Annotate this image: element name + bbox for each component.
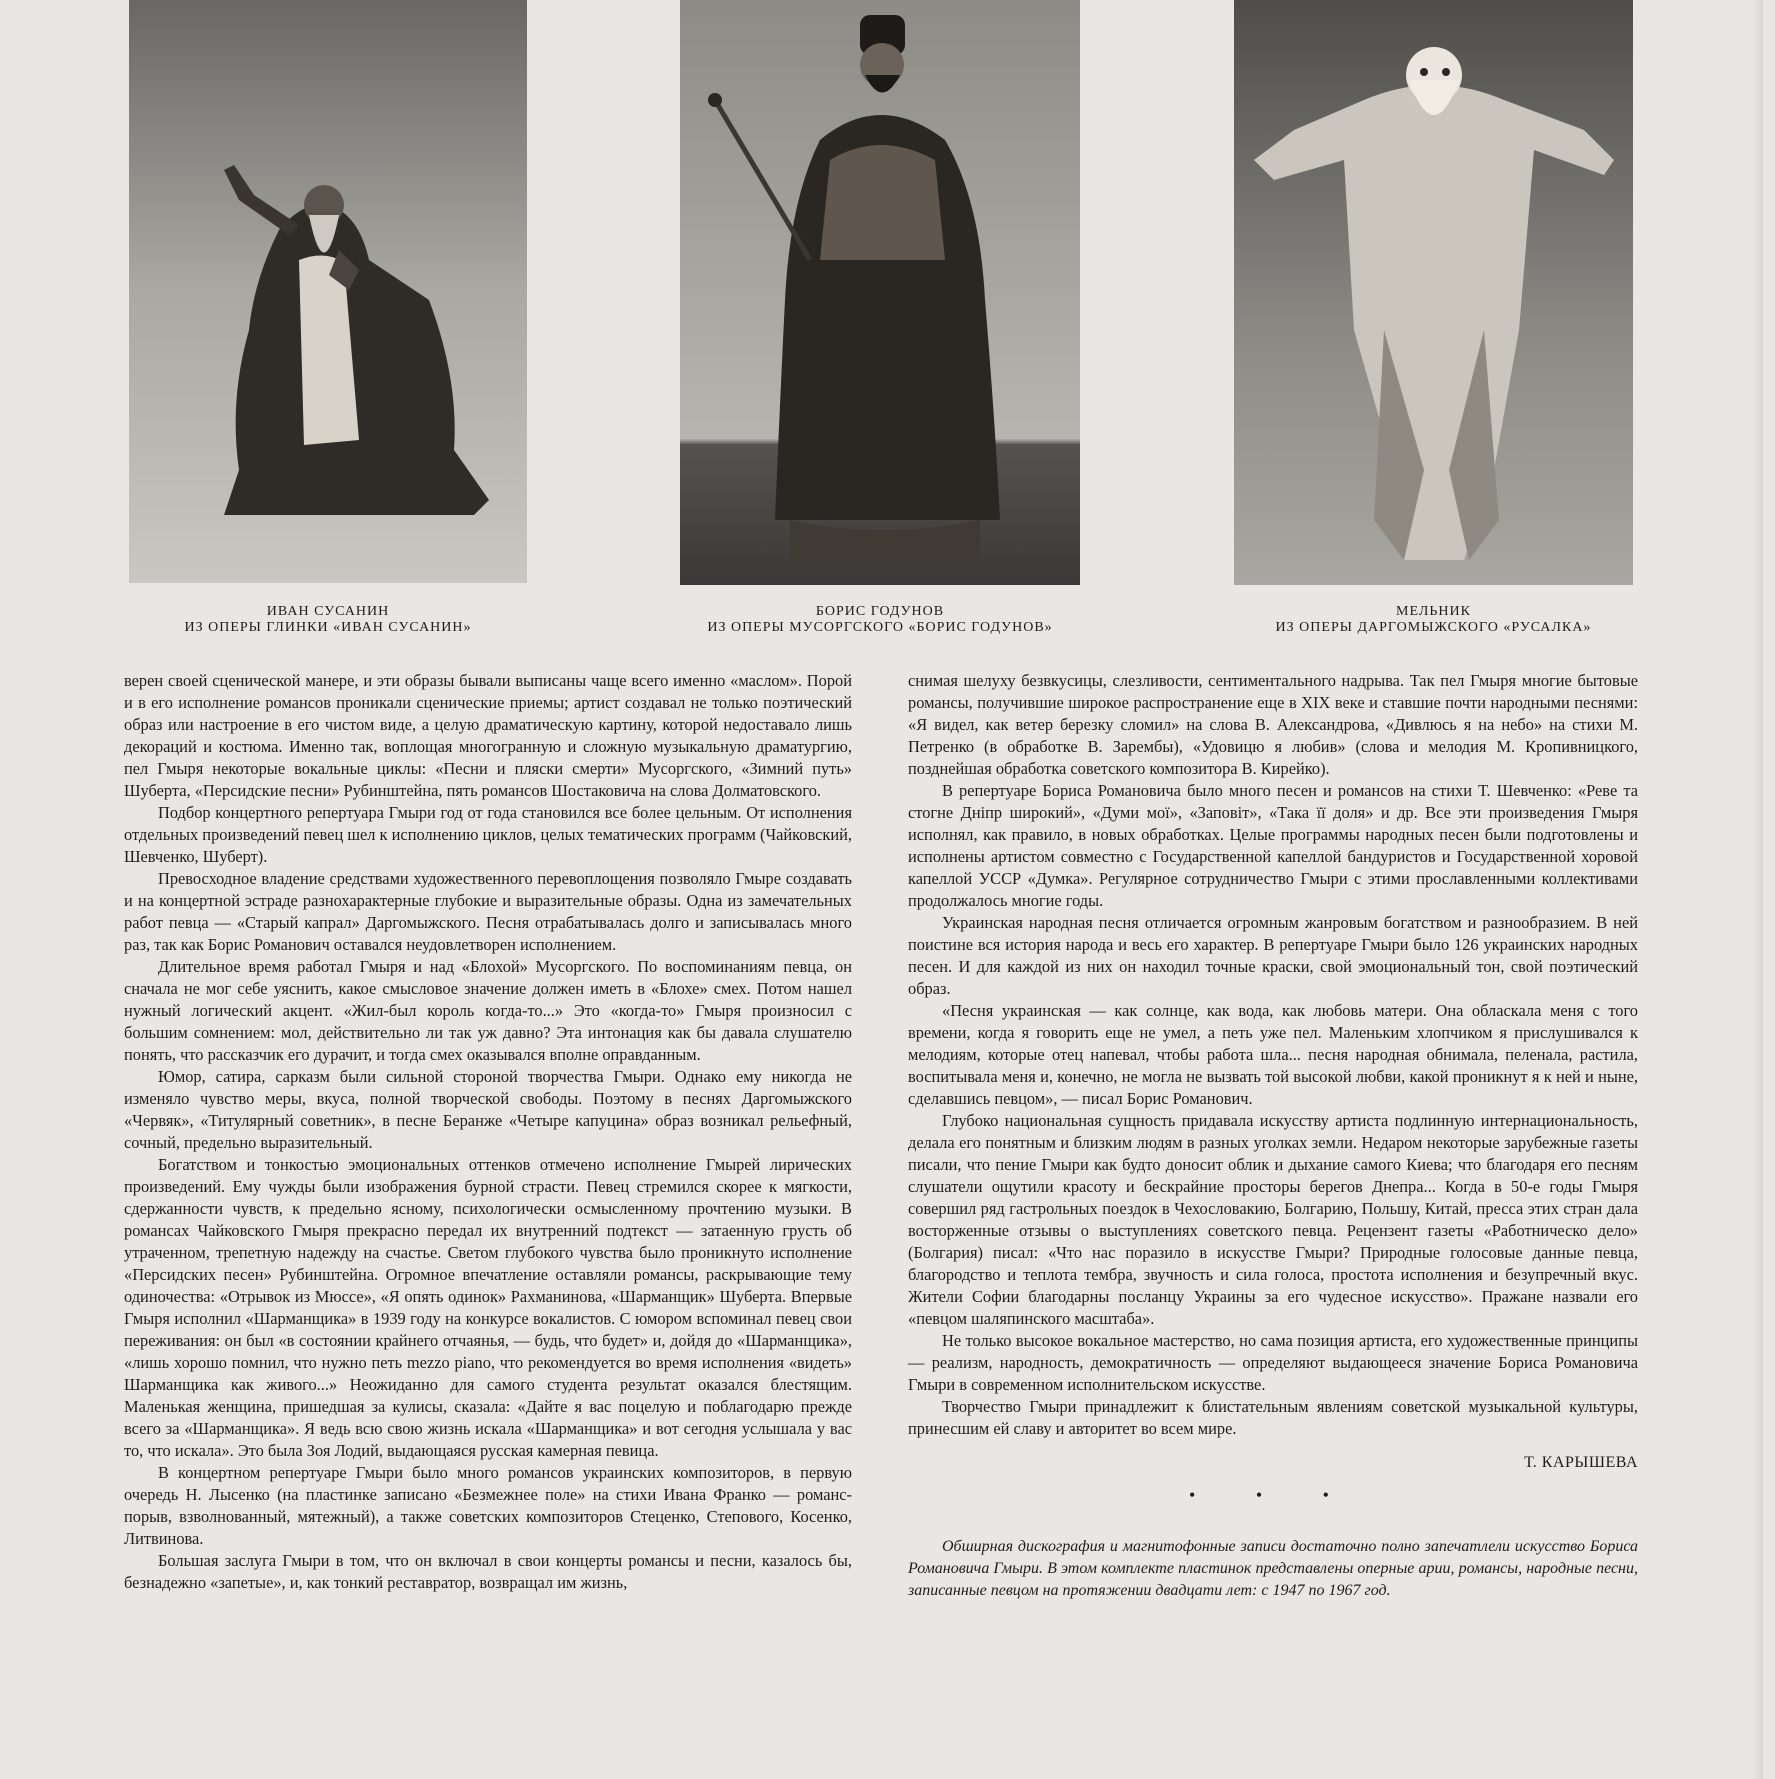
paragraph: Превосходное владение средствами художественного перевоплощения позволяло Гмыре создавать и на концертной эстраде разнохарактерные глубокие и выразительные образы. Одна из замечательных работ певца — «Старый капрал» Даргомыжского. Песня отрабатывалась долго и записывалась много раз, так как Борис Романович оставался неудовлетворен исполнением. [124,869,852,954]
photo-boris-godunov [680,0,1080,585]
paragraph: В репертуаре Бориса Романовича было много песен и романсов на стихи Т. Шевченко: «Реве та стогне Дніпр широкий», «Думи мої», «Заповіт», «Така її доля» и др. Все эти произведения Гмыря исполнял, как правило, в новых обработках. Целые программы народных песен были подготовлены и исполнены артистом совместно с Государственной капеллой бандуристов и Государственной хоровой капеллой УССР «Думка». Регулярное сотрудничество Гмыри с этими прославленными коллективами продолжалось многие годы. [908,781,1638,910]
photo-ivan-susanin [129,0,527,583]
paragraph: В концертном репертуаре Гмыри было много романсов украинских композиторов, в первую очередь Н. Лысенко (на пластинке записано «Безмежнее поле» на стихи Ивана Франко — романс-порыв, взволнованный, мятежный), а также советских композиторов Стеценко, Степового, Косенко, Литвинова. [124,1463,852,1548]
caption-subtitle: ИЗ ОПЕРЫ ГЛИНКИ «ИВАН СУСАНИН» [184,620,472,635]
paragraph: Подбор концертного репертуара Гмыри год от года становился все более цельным. От исполнения отдельных произведений певец шел к исполнению циклов, целых тематических программ (Чайковский, Шевченко, Шуберт). [124,803,852,866]
caption-boris-godunov [680,604,1080,636]
singer-miller-figure [1234,0,1633,585]
caption-subtitle: ИЗ ОПЕРЫ ДАРГОМЫЖСКОГО «РУСАЛКА» [1275,620,1592,635]
page-edge-shadow [1753,0,1763,1779]
paragraph: Творчество Гмыри принадлежит к блистательным явлениям советской музыкальной культуры, принесшим ей славу и авторитет во всем мире. [908,1397,1638,1438]
section-separator: • • • [1189,1485,1357,1505]
discography-note: Обширная дискография и магнитофонные записи достаточно полно запечатлели искусство Бориса Романовича Гмыри. В этом комплекте пластинок представлены оперные арии, романсы, народные песни, записанные певцом на протяжении двадцати лет: с 1947 по 1967 год. [908,1538,1638,1599]
caption-title: БОРИС ГОДУНОВ [815,604,945,619]
paragraph: Украинская народная песня отличается огромным жанровым богатством и разнообразием. В ней поистине вся история народа и весь его характер. В репертуаре Гмыри было 126 украинских народных песен. И для каждой из них он находил точные краски, свой эмоциональный тон, свой поэтический образ. [908,913,1638,998]
caption-subtitle: ИЗ ОПЕРЫ МУСОРГСКОГО «БОРИС ГОДУНОВ» [707,620,1053,635]
paragraph: Богатством и тонкостью эмоциональных оттенков отмечено исполнение Гмырей лирических произведений. Ему чужды были изображения бурной страсти. Певец стремился скорее к мягкости, сдержанности чувств, к предельно ясному, психологически осмысленному прочтению музыки. В романсах Чайковского Гмыря прекрасно передал их внутренний подтекст — затаенную грусть об утраченном, трепетную надежду на счастье. Светом глубокого чувства было проникнуто исполнение «Персидских песен» Рубинштейна. Огромное впечатление оставляли романсы, раскрывающие тему одиночества: «Отрывок из Мюссе», «Я опять одинок» Рахманинова, «Шарманщик» Шуберта. Впервые Гмыря исполнил «Шарманщика» в 1939 году на конкурсе вокалистов. С юмором вспоминал певец свои переживания: он был «в состоянии крайнего отчаянья, — будь, что будет» и, дойдя до «Шарманщика», «лишь хорошо помнил, что нужно петь mezzo piano, что рекомендуется во время исполнения «видеть» Шарманщика как живого...» Неожиданно для самого студента результат оказался блестящим. Маленькая женщина, пришедшая за кулисы, сказала: «Дайте я вас поцелую и поблагодарю прежде всего за «Шарманщика». Я ведь всю свою жизнь искала «Шарманщика» и вот сегодня услышала у вас то, что искала». Это была Зоя Лодий, выдающаяся русская камерная певица. [124,1155,852,1460]
singer-tsar-figure [680,0,1080,585]
caption-melnik [1234,604,1633,636]
right-text-column [908,670,1638,1602]
photo-melnik [1234,0,1633,585]
paragraph: верен своей сценической манере, и эти образы бывали выписаны чаще всего именно «маслом». Порой и в его исполнение романсов проникали сценические приемы; артист создавал не только поэтический образ или настроение в его чистом виде, а целую драматическую картину, которой недоставало лишь декораций и костюма. Именно так, воплощая многогранную и сложную музыкальную драматургию, пел Гмыря некоторые вокальные циклы: «Песни и пляски смерти» Мусоргского, «Зимний путь» Шуберта, «Персидские песни» Рубинштейна, пять романсов Шостаковича на слова Долматовского. [124,671,852,800]
paragraph: Длительное время работал Гмыря и над «Блохой» Мусоргского. По воспоминаниям певца, он сначала не мог себе уяснить, какое смысловое значение должен иметь в «Блохе» смех. Потом нашел нужный логический акцент. «Жил-был король когда-то...» Это «когда-то» Гмыря произносил с большим сомнением: мол, действительно ли так уж давно? Эта интонация как бы давала слушателю понять, что рассказчик его дурачит, и тогда смех оказывался вполне оправданным. [124,957,852,1064]
author-signature: Т. КАРЫШЕВА [1524,1454,1638,1471]
paragraph: «Песня украинская — как солнце, как вода, как любовь матери. Она обласкала меня с того времени, когда я говорить еще не умел, а петь уже пел. Маленьким хлопчиком я прислушивался к мелодиям, которые отец напевал, чтобы работа шла... песня народная обнимала, пеленала, растила, воспитывала меня и, конечно, не могла не вызвать той высокой любви, какой проникнут я к ней и ныне, сделавшись певцом», — писал Борис Романович. [908,1001,1638,1108]
paragraph: Юмор, сатира, сарказм были сильной стороной творчества Гмыри. Однако ему никогда не изменяло чувство меры, вкуса, полной творческой свободы. Поэтому в песнях Даргомыжского «Червяк», «Титулярный советник», в песне Беранже «Четыре капуцина» образ возникал рельефный, сочный, предельно выразительный. [124,1067,852,1152]
caption-ivan-susanin [129,604,527,636]
caption-title: ИВАН СУСАНИН [266,604,390,619]
left-text-column [124,670,852,1594]
caption-title: МЕЛЬНИК [1396,604,1471,619]
singer-kneeling-figure [129,0,527,583]
paragraph: Не только высокое вокальное мастерство, но сама позиция артиста, его художественные принципы — реализм, народность, демократичность — определяют выдающееся значение Бориса Романовича Гмыри в современном исполнительском искусстве. [908,1331,1638,1394]
paragraph: снимая шелуху безвкусицы, слезливости, сентиментального надрыва. Так пел Гмыря многие бытовые романсы, получившие широкое распространение еще в XIX веке и ставшие почти народными песнями: «Я видел, как ветер березку сломил» на слова В. Александрова, «Дивлюсь я на небо» на стихи М. Петренко (в обработке В. Зарембы), «Удовицю я любив» (слова и мелодия М. Кропивницкого, позднейшая обработка советского композитора В. Кирейко). [908,671,1638,778]
paragraph: Глубоко национальная сущность придавала искусству артиста подлинную интернациональность, делала его понятным и близким людям в разных уголках земли. Недаром некоторые зарубежные газеты писали, что пение Гмыри как будто доносит облик и дыхание самого Киева; что благодаря его песням слушатели ощутили красоту и бескрайние просторы берегов Днепра... Когда в 50-е годы Гмыря совершил ряд гастрольных поездок в Чехословакию, Болгарию, Польшу, Китай, пресса этих стран дала восторженные отзывы о выступлениях советского певца. Рецензент газеты «Работническо дело» (Болгария) писал: «Что нас поразило в искусстве Гмыри? Природные голосовые данные певца, благородство и теплота тембра, звучность и сила голоса, простота исполнения и безупречный вкус. Жители Софии благодарны посланцу Украины за его чудесное искусство». Пражане назвали его «певцом шаляпинского масштаба». [908,1111,1638,1328]
paragraph: Большая заслуга Гмыри в том, что он включал в свои концерты романсы и песни, казалось бы, безнадежно «запетые», и, как тонкий реставратор, возвращал им жизнь, [124,1551,852,1592]
